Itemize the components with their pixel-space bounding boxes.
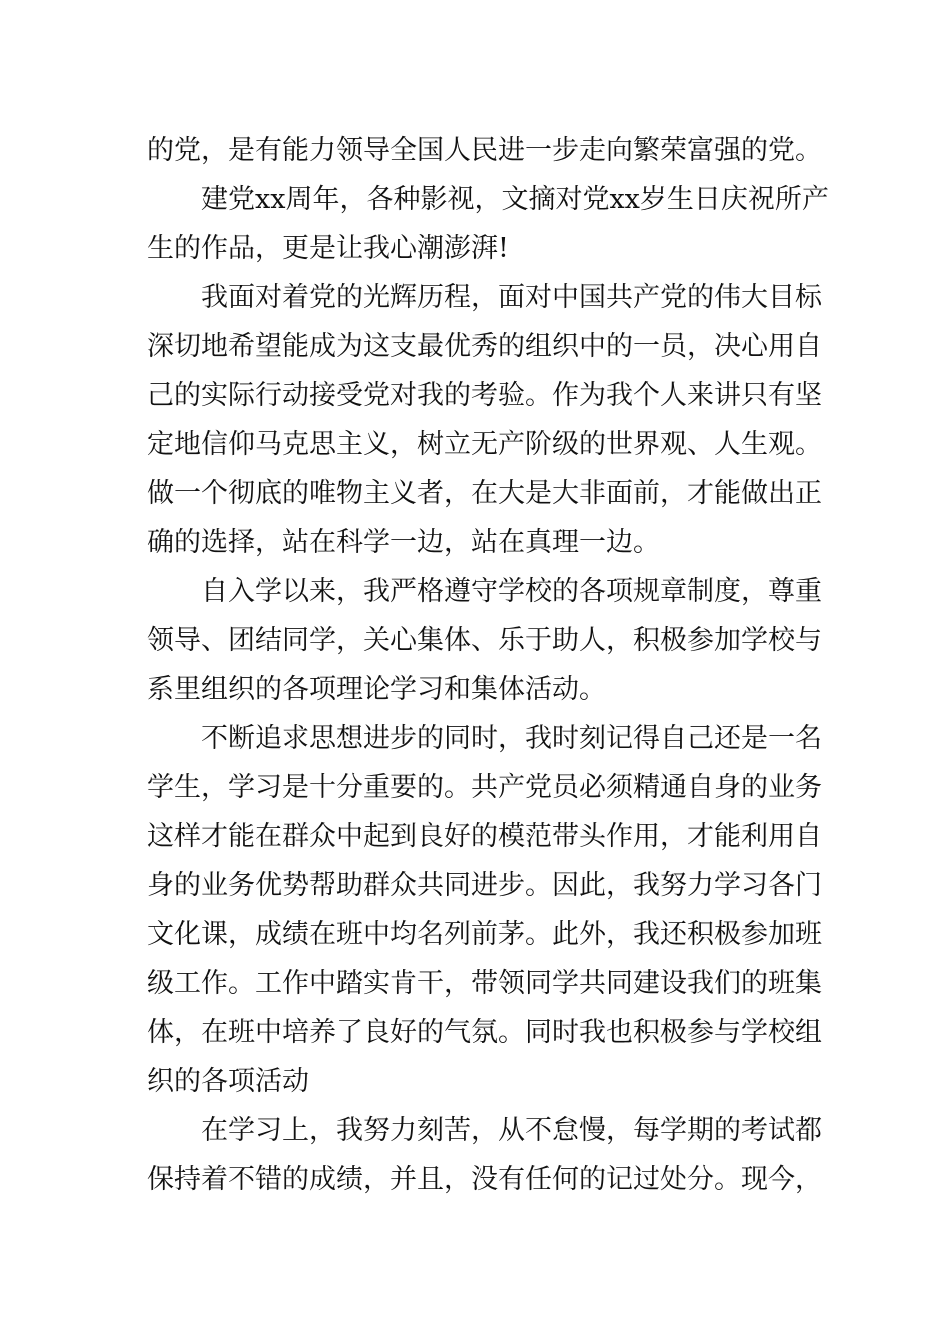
text-line: 确的选择，站在科学一边，站在真理一边。	[147, 527, 660, 558]
text-line: 定地信仰马克思主义，树立无产阶级的世界观、人生观。	[147, 429, 822, 460]
text-line: 学生，学习是十分重要的。共产党员必须精通自身的业务	[147, 772, 822, 803]
text-line: 自入学以来，我严格遵守学校的各项规章制度，尊重	[201, 576, 822, 607]
text-line: 深切地希望能成为这支最优秀的组织中的一员，决心用自	[147, 331, 822, 362]
text-line: 建党xx周年，各种影视，文摘对党xx岁生日庆祝所产	[201, 184, 829, 215]
text-line: 这样才能在群众中起到良好的模范带头作用，才能利用自	[147, 821, 822, 852]
text-line: 保持着不错的成绩，并且，没有任何的记过处分。现今，	[147, 1164, 822, 1195]
text-line: 生的作品，更是让我心潮澎湃!	[147, 233, 509, 264]
text-line: 织的各项活动	[147, 1066, 309, 1097]
text-line: 在学习上，我努力刻苦，从不怠慢，每学期的考试都	[201, 1115, 822, 1146]
text-line: 我面对着党的光辉历程，面对中国共产党的伟大目标	[201, 282, 822, 313]
text-line: 己的实际行动接受党对我的考验。作为我个人来讲只有坚	[147, 380, 822, 411]
text-line: 系里组织的各项理论学习和集体活动。	[147, 674, 606, 705]
text-line: 文化课，成绩在班中均名列前茅。此外，我还积极参加班	[147, 919, 822, 950]
text-line: 领导、团结同学，关心集体、乐于助人，积极参加学校与	[147, 625, 822, 656]
document-body	[147, 126, 829, 1204]
text-line: 体，在班中培养了良好的气氛。同时我也积极参与学校组	[147, 1017, 822, 1048]
text-line: 身的业务优势帮助群众共同进步。因此，我努力学习各门	[147, 870, 822, 901]
text-line: 做一个彻底的唯物主义者，在大是大非面前，才能做出正	[147, 478, 822, 509]
text-line: 的党，是有能力领导全国人民进一步走向繁荣富强的党。	[147, 135, 822, 166]
text-line: 级工作。工作中踏实肯干，带领同学共同建设我们的班集	[147, 968, 822, 999]
text-line: 不断追求思想进步的同时，我时刻记得自己还是一名	[201, 723, 822, 754]
